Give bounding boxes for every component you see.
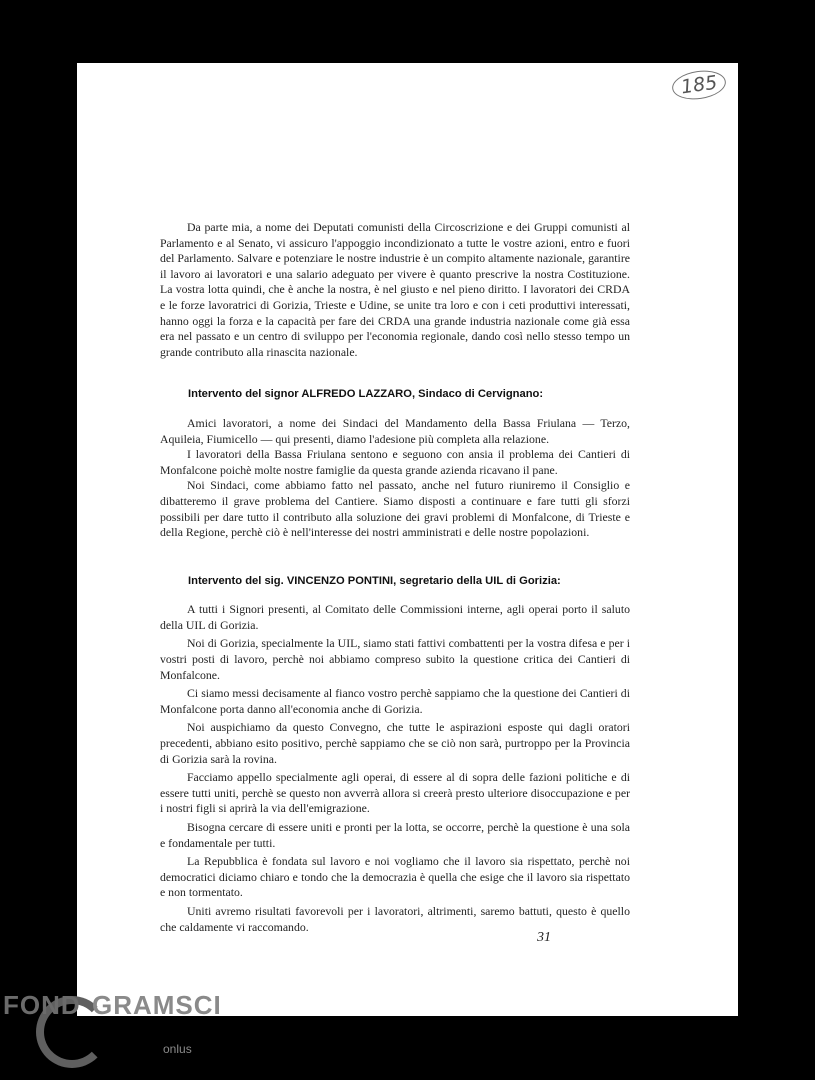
pontini-paragraph-3: Ci siamo messi decisamente al fianco vostro perchè sappiamo che la questione dei Cantieri di Monfalcone porta danno all'economia anche di Gorizia.: [160, 686, 630, 716]
lazzaro-paragraph-2: I lavoratori della Bassa Friulana sentono e seguono con ansia il problema dei Cantieri di Monfalcone poichè molte nostre famiglie da questa grande azienda ricavano il pane.: [160, 447, 630, 477]
intro-paragraph: Da parte mia, a nome dei Deputati comunisti della Circoscrizione e dei Gruppi comunisti al Parlamento e al Senato, vi assicuro l'appoggio incondizionato a tutte le vostre azioni, entro e fuori del Parlamento. Salvare e potenziare le nostre industrie è un compito altamente nazionale, garantire il lavoro ai lavoratori e una salario adeguato per vivere è quanto prescrive la nostra Costituzione. La vostra lotta quindi, che è anche la nostra, è nel giusto e nel pieno diritto. I lavoratori dei CRDA e le forze lavoratrici di Gorizia, Trieste e Udine, se unite tra loro e con i ceti produttivi interessati, hanno oggi la forza e la capacità per fare dei CRDA una grande industria nazionale come già essa era nel passato e un centro di sviluppo per l'economia regionale, dando così nello stesso tempo un grande contributo alla rinascita nazionale.: [160, 220, 630, 359]
lazzaro-paragraph-3: Noi Sindaci, come abbiamo fatto nel passato, anche nel futuro riuniremo il Consiglio e dibatteremo il grave problema del Cantiere. Siamo disposti a continuare e fare tutti gli sforzi possibili per dare tutto il contributo alla soluzione dei gravi problemi di Monfalcone, di Trieste e della Regione, perchè ciò è nell'interesse dei nostri amministrati e delle nostre popolazioni.: [160, 478, 630, 540]
page-number: 31: [537, 930, 551, 945]
watermark-onlus: onlus: [163, 1042, 192, 1056]
heading-pontini: Intervento del sig. VINCENZO PONTINI, segretario della UIL di Gorizia:: [188, 574, 561, 587]
lazzaro-paragraph-1: Amici lavoratori, a nome dei Sindaci del Mandamento della Bassa Friulana — Terzo, Aquileia, Fiumicello — qui presenti, diamo l'adesione più completa alla relazione.: [160, 415, 630, 446]
body-text: [160, 220, 630, 935]
pontini-paragraph-8: Uniti avremo risultati favorevoli per i lavoratori, altrimenti, saremo battuti, questo è quello che caldamente vi raccomando.: [160, 903, 630, 934]
heading-lazzaro: Intervento del signor ALFREDO LAZZARO, Sindaco di Cervignano:: [188, 388, 544, 401]
pontini-paragraph-6: Bisogna cercare di essere uniti e pronti per la lotta, se occorre, perchè la questione è una sola e fondamentale per tutti.: [160, 820, 630, 850]
document-page: [77, 63, 738, 1016]
watermark-logo: [0, 990, 220, 1080]
pontini-paragraph-2: Noi di Gorizia, specialmente la UIL, siamo stati fattivi combattenti per la vostra difesa e per i vostri posti di lavoro, perchè noi abbiamo compreso subito la questione critica dei Cantieri di Monfalcone.: [160, 636, 630, 682]
pontini-paragraph-1: A tutti i Signori presenti, al Comitato delle Commissioni interne, agli operai porto il saluto della UIL di Gorizia.: [160, 602, 630, 632]
pontini-paragraph-7: La Repubblica è fondata sul lavoro e noi vogliamo che il lavoro sia rispettato, perchè noi democratici diciamo chiaro e tondo che la democrazia è quella che esige che il lavoro sia rispettato e non tormentato.: [160, 854, 630, 900]
watermark-gramsci: GRAMSCI: [92, 990, 222, 1020]
watermark-fond: FOND: [3, 990, 81, 1020]
pontini-paragraph-5: Facciamo appello specialmente agli operai, di essere al di sopra delle fazioni politiche e di essere tutti uniti, perchè se questo non avverrà allora si creerà presto ulteriore disoccupazione e per i nostri figli si aprirà la via dell'emigrazione.: [160, 770, 630, 816]
archive-number-stamp: 185: [670, 67, 728, 102]
pontini-paragraph-4: Noi auspichiamo da questo Convegno, che tutte le aspirazioni esposte qui dagli oratori precedenti, abbiano esito positivo, perchè sappiamo che se ciò non sarà, purtroppo per la Provincia di Gorizia sarà la rovina.: [160, 720, 630, 766]
